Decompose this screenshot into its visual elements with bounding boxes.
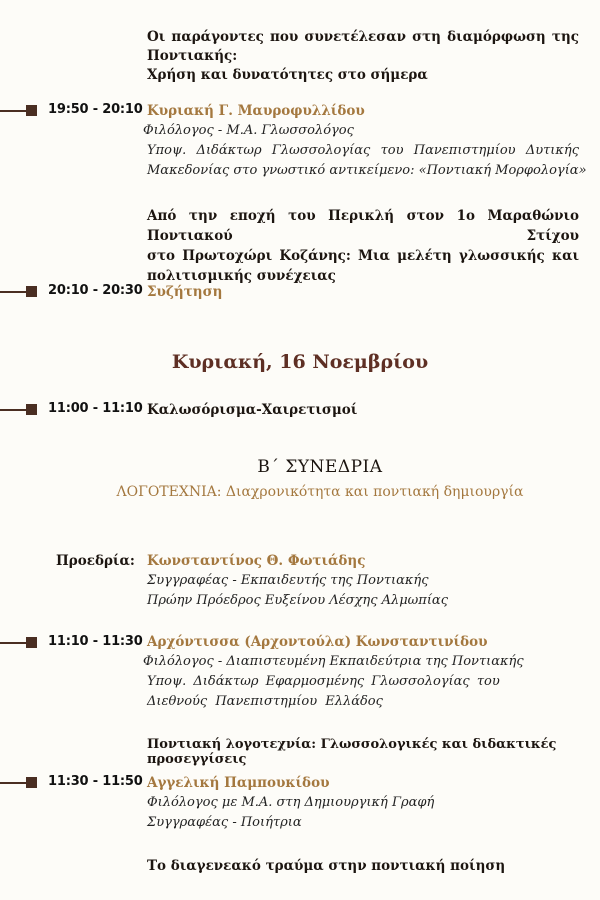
talk-title-line2: στο Πρωτοχώρι Κοζάνης: Μια μελέτη γλωσσικής και <box>147 248 579 264</box>
speaker-name: Κυριακή Γ. Μαυροφυλλίδου <box>147 103 365 119</box>
marker-square-icon <box>26 404 37 415</box>
marker-square-icon <box>26 286 37 297</box>
speaker-role: Φιλόλογος - Μ.Α. Γλωσσολόγος <box>143 123 354 138</box>
time-slot: 20:10 - 20:30 <box>48 283 143 298</box>
speaker-name: Αρχόντισσα (Αρχοντούλα) Κωνσταντινίδου <box>147 634 488 650</box>
time-slot: 11:10 - 11:30 <box>48 634 143 649</box>
talk-title-line3: πολιτισμικής συνέχειας <box>147 268 336 284</box>
speaker-role: Συγγραφέας - Ποιήτρια <box>147 815 302 830</box>
discussion-label: Συζήτηση <box>147 284 223 300</box>
speaker-name: Αγγελική Παμπουκίδου <box>147 775 330 791</box>
marker-square-icon <box>26 777 37 788</box>
speaker-role: Διεθνούς Πανεπιστημίου Ελλάδος <box>147 694 383 709</box>
time-slot: 11:30 - 11:50 <box>48 774 143 789</box>
intro-title <box>147 28 579 85</box>
speaker-role: Υποψ. Διδάκτωρ Εφαρμοσμένης Γλωσσολογίας του <box>147 674 500 689</box>
chair-role: Συγγραφέας - Εκπαιδευτής της Ποντιακής <box>147 573 429 588</box>
talk-title: Ποντιακή λογοτεχνία: Γλωσσολογικές και διδακτικές προσεγγίσεις <box>147 737 557 767</box>
intro-title-line1: Οι παράγοντες που συνετέλεσαν στη διαμόρφωση της Ποντιακής: <box>147 29 579 64</box>
time-slot: 19:50 - 20:10 <box>48 102 143 117</box>
speaker-role: Φιλόλογος - Διαπιστευμένη Εκπαιδεύτρια της Ποντιακής <box>143 654 524 669</box>
speaker-role: Μακεδονίας στο γνωστικό αντικείμενο: «Ποντιακή Μορφολογία» <box>147 163 587 178</box>
session-title: Β΄ ΣΥΝΕΔΡΙΑ <box>257 457 383 477</box>
speaker-role: Υποψ. Διδάκτωρ Γλωσσολογίας του Πανεπιστημίου Δυτικής <box>147 143 579 158</box>
marker-square-icon <box>26 637 37 648</box>
chair-label: Προεδρία: <box>56 553 135 569</box>
session-subtitle: ΛΟΓΟΤΕΧΝΙΑ: Διαχρονικότητα και ποντιακή δημιουργία <box>116 484 524 500</box>
talk-title: Το διαγενεακό τραύμα στην ποντιακή ποίηση <box>147 858 506 874</box>
intro-title-line2: Χρήση και δυνατότητες στο σήμερα <box>147 67 428 83</box>
chair-role: Πρώην Πρόεδρος Ευξείνου Λέσχης Αλμωπίας <box>147 593 448 608</box>
day-heading: Κυριακή, 16 Νοεμβρίου <box>171 351 429 373</box>
chair-name: Κωνσταντίνος Θ. Φωτιάδης <box>147 553 366 569</box>
time-slot: 11:00 - 11:10 <box>48 401 143 416</box>
speaker-role: Φιλόλογος με Μ.Α. στη Δημιουργική Γραφή <box>147 795 435 810</box>
talk-title <box>147 206 579 286</box>
marker-square-icon <box>26 105 37 116</box>
welcome-label: Καλωσόρισμα-Χαιρετισμοί <box>147 402 358 418</box>
talk-title-line1: Από την εποχή του Περικλή στον 1ο Μαραθώνιο Ποντιακού Στίχου <box>147 208 579 244</box>
